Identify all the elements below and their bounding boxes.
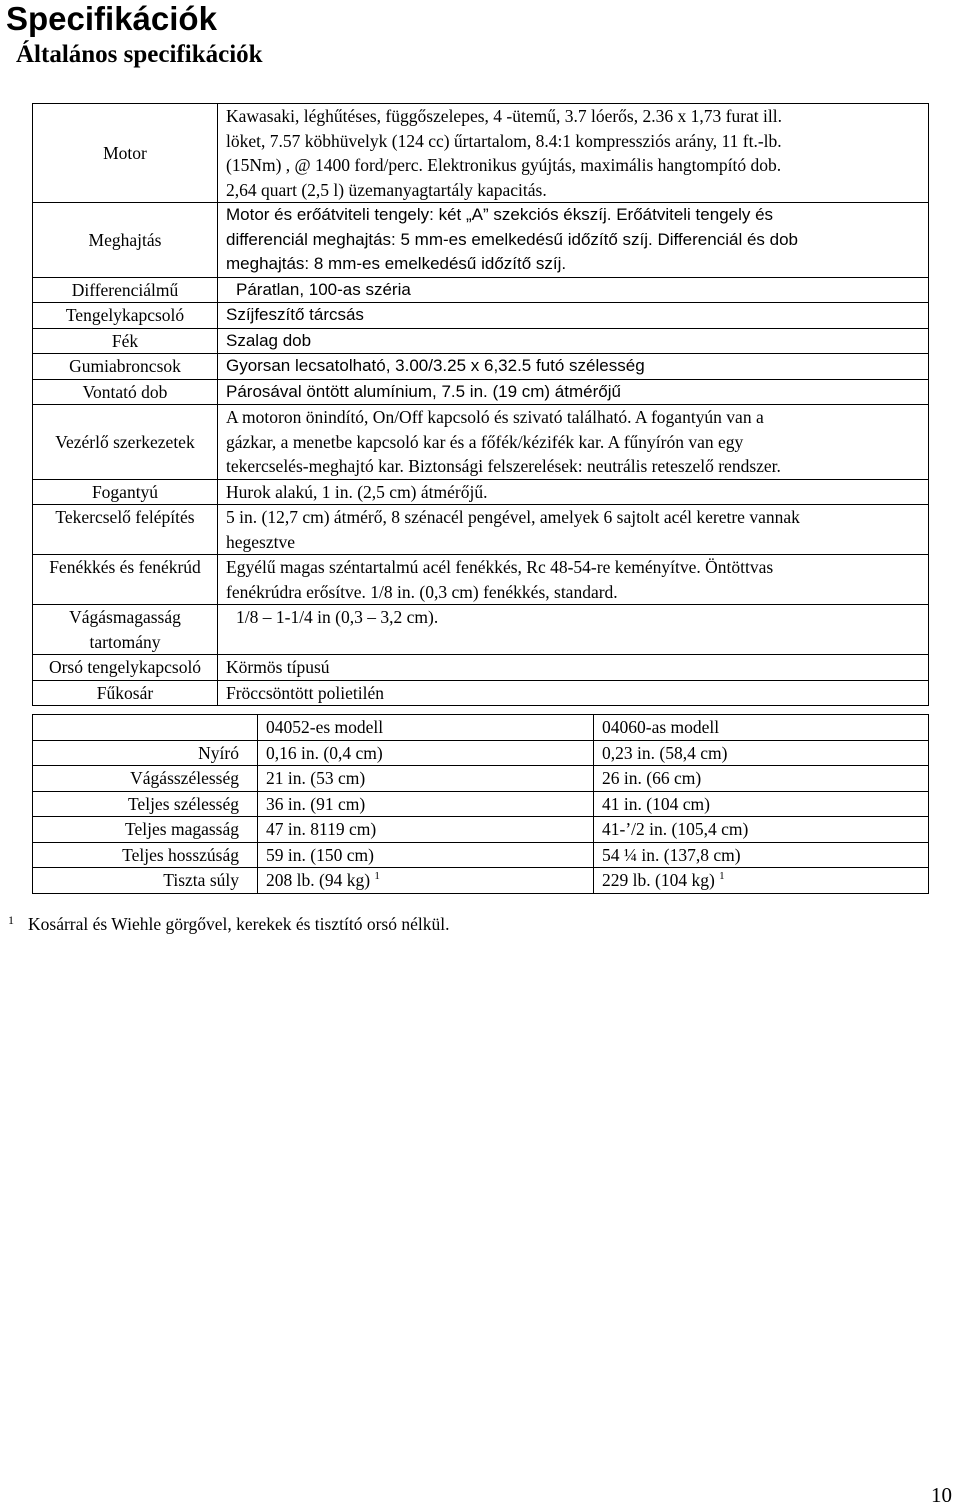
model-row [33,842,929,868]
model-header-cell: 04052-es modell [258,715,594,741]
footnote [8,912,449,938]
spec-row [33,555,929,605]
spec-label: Tengelykapcsoló [33,303,218,329]
footnote-reference: 1 [374,870,380,882]
spec-label: Tekercselő felépítés [33,505,218,555]
spec-label: Fék [33,328,218,354]
footnote-reference: 1 [719,870,725,882]
spec-value-line: Motor és erőátviteli tengely: két „A” szekciós ékszíj. Erőátviteli tengely és [226,205,774,224]
spec-value-line: gázkar, a menetbe kapcsoló kar és a főfék/kézifék kar. A fűnyírón van egy [226,431,744,452]
spec-row [33,328,929,354]
spec-label: Motor [33,104,218,203]
spec-row [33,505,929,555]
model-value-text: 0,23 in. (58,4 cm) [602,742,728,763]
spec-row [33,104,929,203]
spec-row [33,354,929,380]
model-value-04052 [258,842,594,868]
page-subtitle: Általános specifikációk [16,41,263,68]
model-value-text: 41 in. (104 cm) [602,793,710,814]
model-value-text: 229 lb. (104 kg) [602,870,720,890]
model-value-text: 54 ¼ in. (137,8 cm) [602,844,741,865]
model-value-04060 [594,817,929,843]
spec-value-line: fenékrúdra erősítve. 1/8 in. (0,3 cm) fenékkés, standard. [226,581,618,602]
model-row [33,740,929,766]
model-row [33,817,929,843]
spec-row [33,680,929,706]
spec-table-body [33,104,929,706]
model-value-04060 [594,766,929,792]
spec-value-line: Szíjfeszítő tárcsás [226,305,364,324]
spec-value [218,479,929,505]
model-value-04060 [594,842,929,868]
model-row-label: Teljes magasság [33,817,258,843]
general-specs-table [32,103,929,706]
model-value-text: 47 in. 8119 cm) [266,819,377,839]
spec-row [33,479,929,505]
model-table-body [33,715,929,894]
spec-value-line: löket, 7.57 köbhüvelyk (124 cc) űrtartalom, 8.4:1 kompressziós arány, 11 ft.-lb. [226,130,782,151]
model-row-label: Vágásszélesség [33,766,258,792]
spec-value [218,605,929,655]
spec-row [33,655,929,681]
spec-label: Vezérlő szerkezetek [33,405,218,480]
model-value-04052 [258,740,594,766]
spec-value-line: Körmös típusú [226,657,330,677]
page-number: 10 [931,1483,952,1507]
model-dimensions-table [32,714,929,894]
model-row [33,791,929,817]
spec-value [218,505,929,555]
spec-label: Fenékkés és fenékrúd [33,555,218,605]
footnote-text: Kosárral és Wiehle görgővel, kerekek és tisztító orsó nélkül. [28,914,450,934]
spec-value-line: tekercselés-meghajtó kar. Biztonsági felszerelések: neutrális reteszelő rendszer. [226,456,781,476]
model-value-text: 21 in. (53 cm) [266,768,366,788]
spec-value [218,655,929,681]
spec-label: Differenciálmű [33,277,218,303]
spec-value-line: (15Nm) , @ 1400 ford/perc. Elektronikus gyújtás, maximális hangtompító dob. [226,155,782,175]
spec-row [33,605,929,655]
spec-row [33,405,929,480]
model-header-cell: 04060-as modell [594,715,929,741]
spec-label-line: Vágásmagasság [69,607,181,627]
spec-value [218,379,929,405]
model-value-04060 [594,868,929,894]
spec-label-line: tartomány [89,631,161,652]
spec-label: Meghajtás [33,203,218,278]
spec-row [33,203,929,278]
model-row [33,766,929,792]
spec-value [218,405,929,480]
spec-row [33,379,929,405]
page-title: Specifikációk [6,0,217,37]
model-header-cell [33,715,258,741]
spec-value-line: Kawasaki, léghűtéses, függőszelepes, 4 -ütemű, 3.7 lóerős, 2.36 x 1,73 furat ill. [226,106,782,126]
model-row [33,868,929,894]
spec-label: Vontató dob [33,379,218,405]
model-value-text: 208 lb. (94 kg) [266,870,375,890]
model-value-text: 26 in. (66 cm) [602,768,702,788]
spec-value-line: Szalag dob [226,330,312,350]
spec-value-line: differenciál meghajtás: 5 mm-es emelkedésű időzítő szíj. Differenciál és dob [226,229,798,249]
spec-value [218,104,929,203]
spec-value [218,354,929,380]
spec-value-line: Páratlan, 100-as széria [236,279,411,299]
model-row-label: Teljes szélesség [33,791,258,817]
model-header-row [33,715,929,741]
model-row-label: Nyíró [33,740,258,766]
spec-value [218,680,929,706]
spec-value [218,303,929,329]
spec-value-line: 5 in. (12,7 cm) átmérő, 8 szénacél pengével, amelyek 6 sajtolt acél keretre vannak [226,507,800,527]
model-row-label: Tiszta súly [33,868,258,894]
model-value-04052 [258,791,594,817]
model-row-label: Teljes hosszúság [33,842,258,868]
spec-value [218,277,929,303]
spec-label: Fogantyú [33,479,218,505]
spec-value-line: meghajtás: 8 mm-es emelkedésű időzítő szíj. [226,254,567,273]
spec-value-line: Hurok alakú, 1 in. (2,5 cm) átmérőjű. [226,481,488,502]
model-value-text: 0,16 in. (0,4 cm) [266,742,383,763]
model-value-04052 [258,766,594,792]
spec-value-line: A motoron önindító, On/Off kapcsoló és szivató található. A fogantyún van a [226,407,764,427]
spec-label: Fűkosár [33,680,218,706]
model-value-04052 [258,817,594,843]
model-value-text: 36 in. (91 cm) [266,793,366,814]
spec-value-line: Gyorsan lecsatolható, 3.00/3.25 x 6,32.5 futó szélesség [226,356,645,375]
spec-label [33,605,218,655]
spec-value [218,328,929,354]
spec-value [218,203,929,278]
spec-label: Orsó tengelykapcsoló [33,655,218,681]
footnote-mark: 1 [8,913,14,927]
model-value-text: 59 in. (150 cm) [266,844,374,865]
spec-value-line: 1/8 – 1-1/4 in (0,3 – 3,2 cm). [236,607,439,627]
spec-value-line: Párosával öntött alumínium, 7.5 in. (19 cm) átmérőjű [226,381,621,401]
spec-row [33,277,929,303]
model-value-04052 [258,868,594,894]
spec-value-line: Fröccsöntött polietilén [226,682,384,703]
model-value-04060 [594,791,929,817]
spec-value-line: hegesztve [226,531,295,552]
spec-value-line: 2,64 quart (2,5 l) üzemanyagtartály kapacitás. [226,179,547,200]
spec-label: Gumiabroncsok [33,354,218,380]
spec-row [33,303,929,329]
spec-value-line: Egyélű magas széntartalmú acél fenékkés, Rc 48-54-re keményítve. Öntöttvas [226,557,774,577]
model-value-text: 41-’/2 in. (105,4 cm) [602,819,749,839]
model-value-04060 [594,740,929,766]
spec-value [218,555,929,605]
